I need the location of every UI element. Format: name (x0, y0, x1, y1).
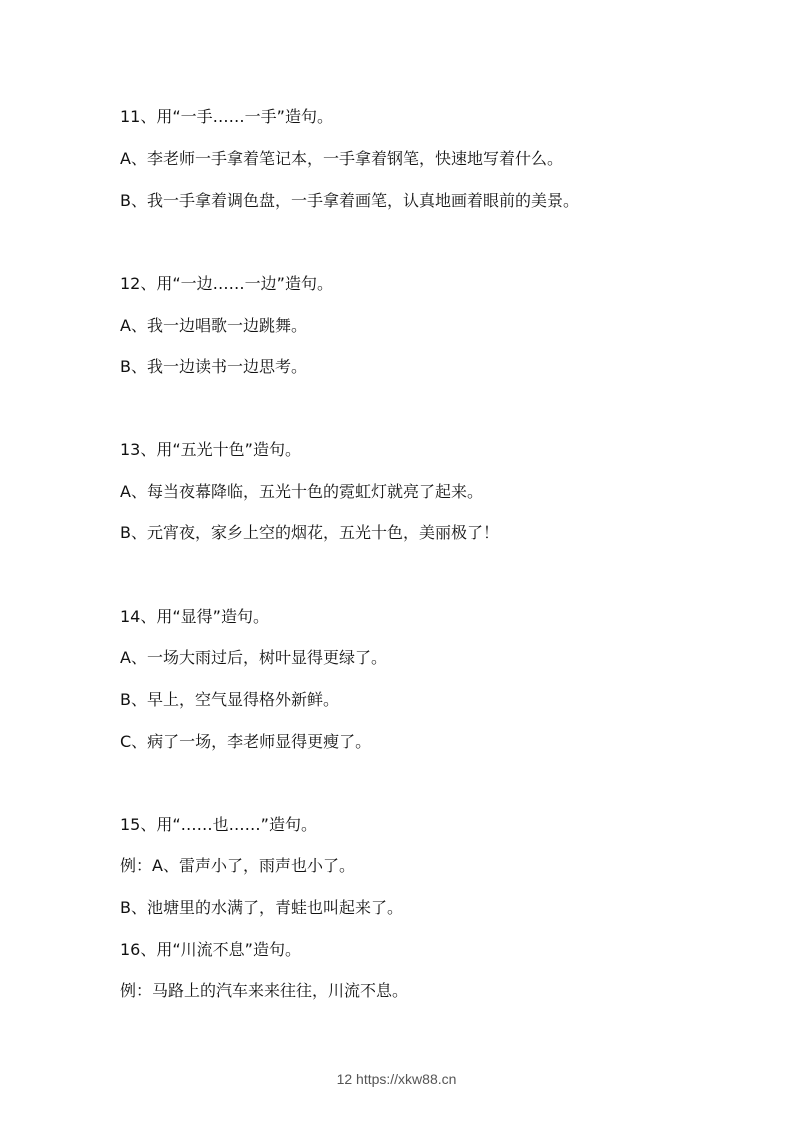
question-16-answer-example: 例：马路上的汽车来来往往，川流不息。 (120, 981, 409, 1000)
question-16-title: 16、用“川流不息”造句。 (120, 940, 301, 959)
question-15-answer-a: 例：A、雷声小了，雨声也小了。 (120, 856, 355, 875)
question-13-answer-b: B、元宵夜，家乡上空的烟花，五光十色，美丽极了！ (120, 523, 499, 542)
question-12-title: 12、用“一边……一边”造句。 (120, 274, 333, 293)
question-15-answer-b: B、池塘里的水满了，青蛙也叫起来了。 (120, 898, 403, 917)
page-footer: 12 https://xkw88.cn (336, 1071, 457, 1087)
question-14-answer-a: A、一场大雨过后，树叶显得更绿了。 (120, 648, 387, 667)
question-11-answer-b: B、我一手拿着调色盘，一手拿着画笔，认真地画着眼前的美景。 (120, 191, 579, 210)
question-13-title: 13、用“五光十色”造句。 (120, 440, 301, 459)
question-14-answer-c: C、病了一场，李老师显得更瘦了。 (120, 732, 372, 751)
question-15-title: 15、用“……也……”造句。 (120, 815, 317, 834)
question-12-answer-b: B、我一边读书一边思考。 (120, 357, 307, 376)
question-14-title: 14、用“显得”造句。 (120, 607, 269, 626)
question-11-title: 11、用“一手……一手”造句。 (120, 107, 333, 126)
question-11-answer-a: A、李老师一手拿着笔记本，一手拿着钢笔，快速地写着什么。 (120, 149, 563, 168)
question-14-answer-b: B、早上，空气显得格外新鲜。 (120, 690, 339, 709)
question-13-answer-a: A、每当夜幕降临，五光十色的霓虹灯就亮了起来。 (120, 482, 483, 501)
question-12-answer-a: A、我一边唱歌一边跳舞。 (120, 316, 307, 335)
